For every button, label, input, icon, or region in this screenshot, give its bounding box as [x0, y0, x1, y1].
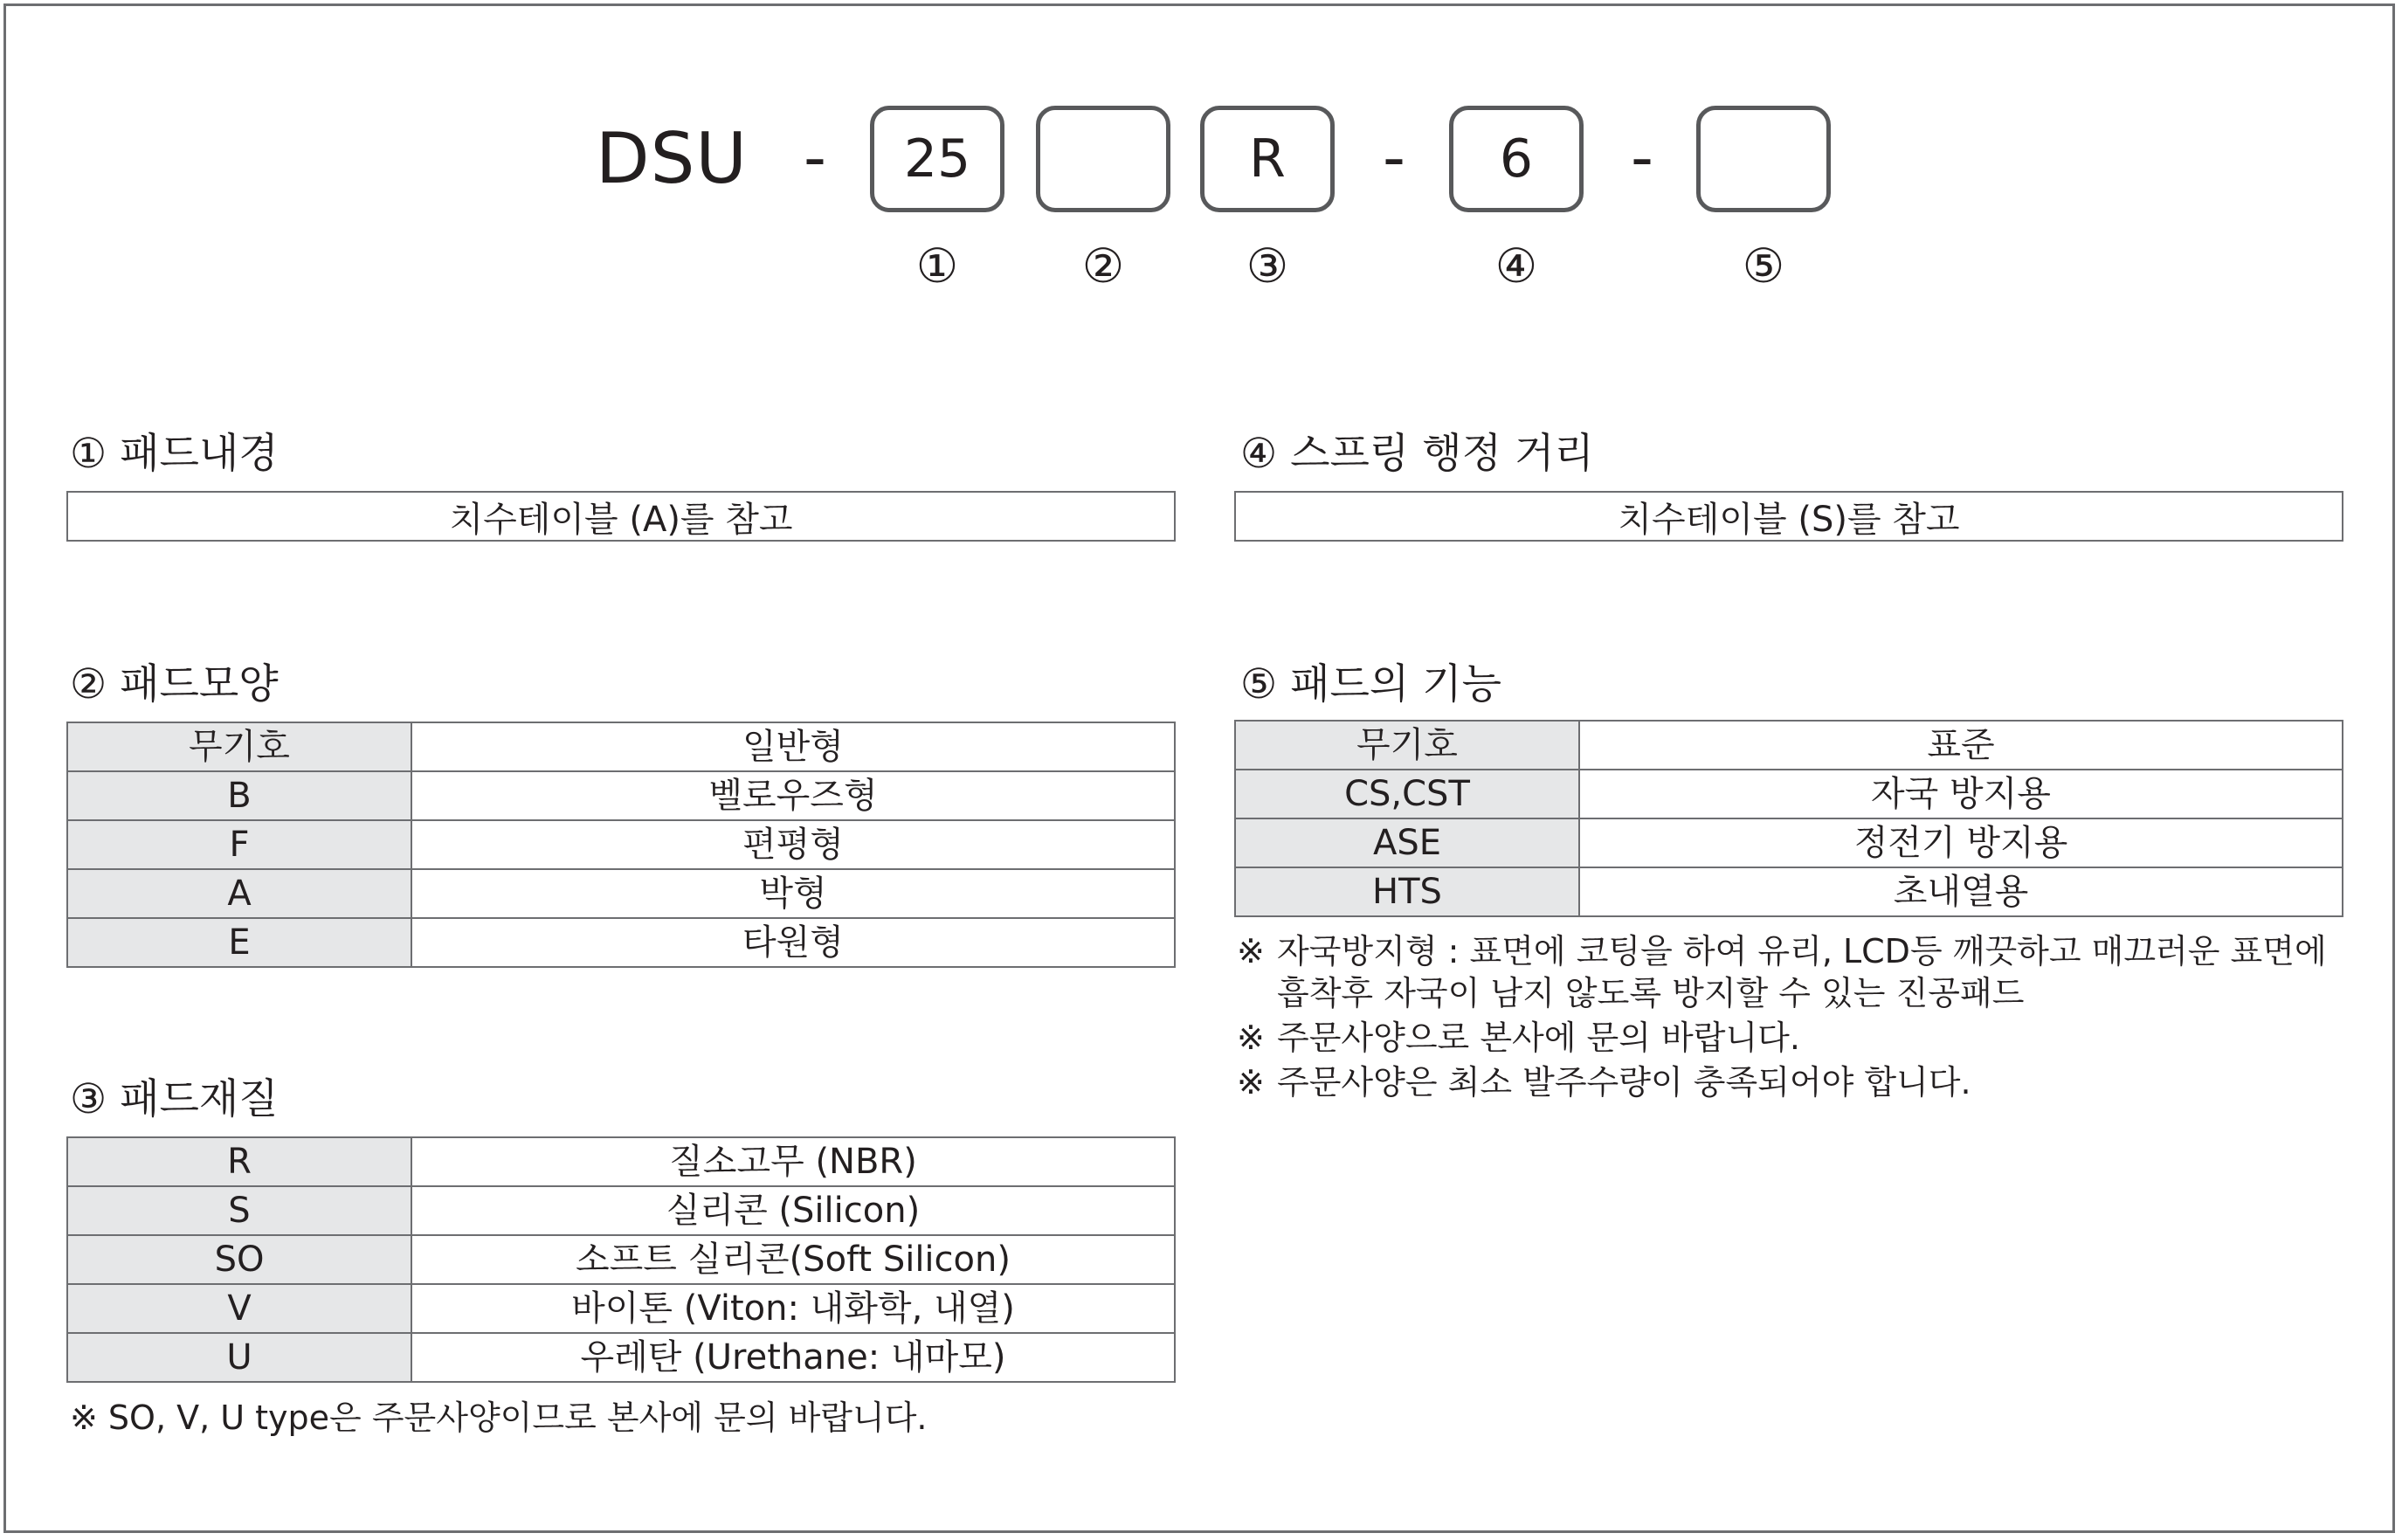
table-cell-code: B — [67, 771, 411, 820]
pad-shape-table — [66, 722, 1176, 968]
note-text: 주문사양은 최소 발주수량이 충족되어야 합니다. — [1277, 1063, 1971, 1101]
table-row — [67, 1284, 1175, 1333]
table-row — [67, 918, 1175, 967]
code-dash: - — [1631, 121, 1653, 194]
pad-function-note-line — [1237, 1060, 1971, 1104]
table-row — [1235, 721, 2343, 770]
code-number-3: ③ — [1246, 238, 1289, 293]
pad-material-note: ※ SO, V, U type은 주문사양이므로 본사에 문의 바랍니다. — [70, 1398, 928, 1437]
note-text: 흡착후 자국이 남지 않도록 방지할 수 있는 진공패드 — [1277, 974, 2025, 1012]
table-row — [1235, 818, 2343, 867]
table-cell-code: R — [67, 1137, 411, 1186]
code-box-pad-material: R — [1200, 106, 1335, 212]
pad-material-table — [66, 1136, 1176, 1383]
table-row — [67, 820, 1175, 869]
pad-function-note-line — [1237, 1016, 1800, 1060]
table-cell-code: ASE — [1235, 818, 1579, 867]
section-title-pad-diameter: ① 패드내경 — [70, 430, 279, 478]
note-text: 주문사양으로 본사에 문의 바랍니다. — [1277, 1019, 1800, 1057]
code-number-1: ① — [915, 238, 959, 293]
section-title-pad-function: ⑤ 패드의 기능 — [1240, 660, 1502, 708]
table-cell-desc: 실리콘 (Silicon) — [411, 1186, 1175, 1235]
table-row — [67, 1137, 1175, 1186]
model-prefix: DSU — [596, 118, 748, 199]
table-cell-code: 무기호 — [1235, 721, 1579, 770]
code-box-pad-diameter: 25 — [870, 106, 1004, 212]
code-dash: - — [1383, 121, 1405, 194]
note-mark: ※ — [1237, 1019, 1265, 1057]
table-cell-code: SO — [67, 1235, 411, 1284]
code-box-pad-shape — [1036, 106, 1170, 212]
table-cell-code: S — [67, 1186, 411, 1235]
code-number-2: ② — [1081, 238, 1125, 293]
code-dash: - — [804, 121, 826, 194]
table-cell-code: HTS — [1235, 867, 1579, 916]
table-row — [1235, 867, 2343, 916]
table-cell-desc: 자국 방지용 — [1579, 770, 2343, 818]
table-cell-code: CS,CST — [1235, 770, 1579, 818]
pad-diameter-reference: 치수테이블 (A)를 참고 — [66, 491, 1176, 542]
pad-function-note-line — [1237, 929, 2327, 973]
pad-function-note-line — [1237, 971, 2024, 1015]
table-cell-desc: 타원형 — [411, 918, 1175, 967]
table-row — [1235, 770, 2343, 818]
table-row — [67, 1186, 1175, 1235]
table-row — [67, 869, 1175, 918]
table-cell-desc: 우레탄 (Urethane: 내마모) — [411, 1333, 1175, 1382]
code-box-spring-stroke: 6 — [1449, 106, 1584, 212]
table-row — [67, 771, 1175, 820]
table-cell-desc: 정전기 방지용 — [1579, 818, 2343, 867]
section-title-spring-stroke: ④ 스프링 행정 거리 — [1240, 430, 1594, 478]
table-cell-desc: 표준 — [1579, 721, 2343, 770]
table-cell-desc: 편평형 — [411, 820, 1175, 869]
spring-stroke-reference: 치수테이블 (S)를 참고 — [1234, 491, 2343, 542]
table-cell-desc: 박형 — [411, 869, 1175, 918]
pad-function-table — [1234, 720, 2343, 917]
table-cell-code: U — [67, 1333, 411, 1382]
code-box-pad-function — [1696, 106, 1831, 212]
table-cell-code: V — [67, 1284, 411, 1333]
note-text: 자국방지형 : 표면에 코팅을 하여 유리, LCD등 깨끗하고 매끄러운 표면에 — [1277, 932, 2327, 970]
table-cell-code: E — [67, 918, 411, 967]
section-title-pad-material: ③ 패드재질 — [70, 1075, 279, 1123]
table-cell-desc: 일반형 — [411, 722, 1175, 771]
note-mark: ※ — [1237, 1063, 1265, 1101]
table-cell-desc: 초내열용 — [1579, 867, 2343, 916]
table-cell-code: A — [67, 869, 411, 918]
table-row — [67, 1235, 1175, 1284]
code-number-4: ④ — [1494, 238, 1538, 293]
note-mark: ※ — [1237, 932, 1265, 970]
table-cell-desc: 벨로우즈형 — [411, 771, 1175, 820]
section-title-pad-shape: ② 패드모양 — [70, 660, 279, 708]
table-cell-desc: 소프트 실리콘(Soft Silicon) — [411, 1235, 1175, 1284]
table-cell-code: F — [67, 820, 411, 869]
table-cell-code: 무기호 — [67, 722, 411, 771]
table-cell-desc: 바이톤 (Viton: 내화학, 내열) — [411, 1284, 1175, 1333]
table-row — [67, 1333, 1175, 1382]
table-row — [67, 722, 1175, 771]
table-cell-desc: 질소고무 (NBR) — [411, 1137, 1175, 1186]
code-number-5: ⑤ — [1742, 238, 1785, 293]
